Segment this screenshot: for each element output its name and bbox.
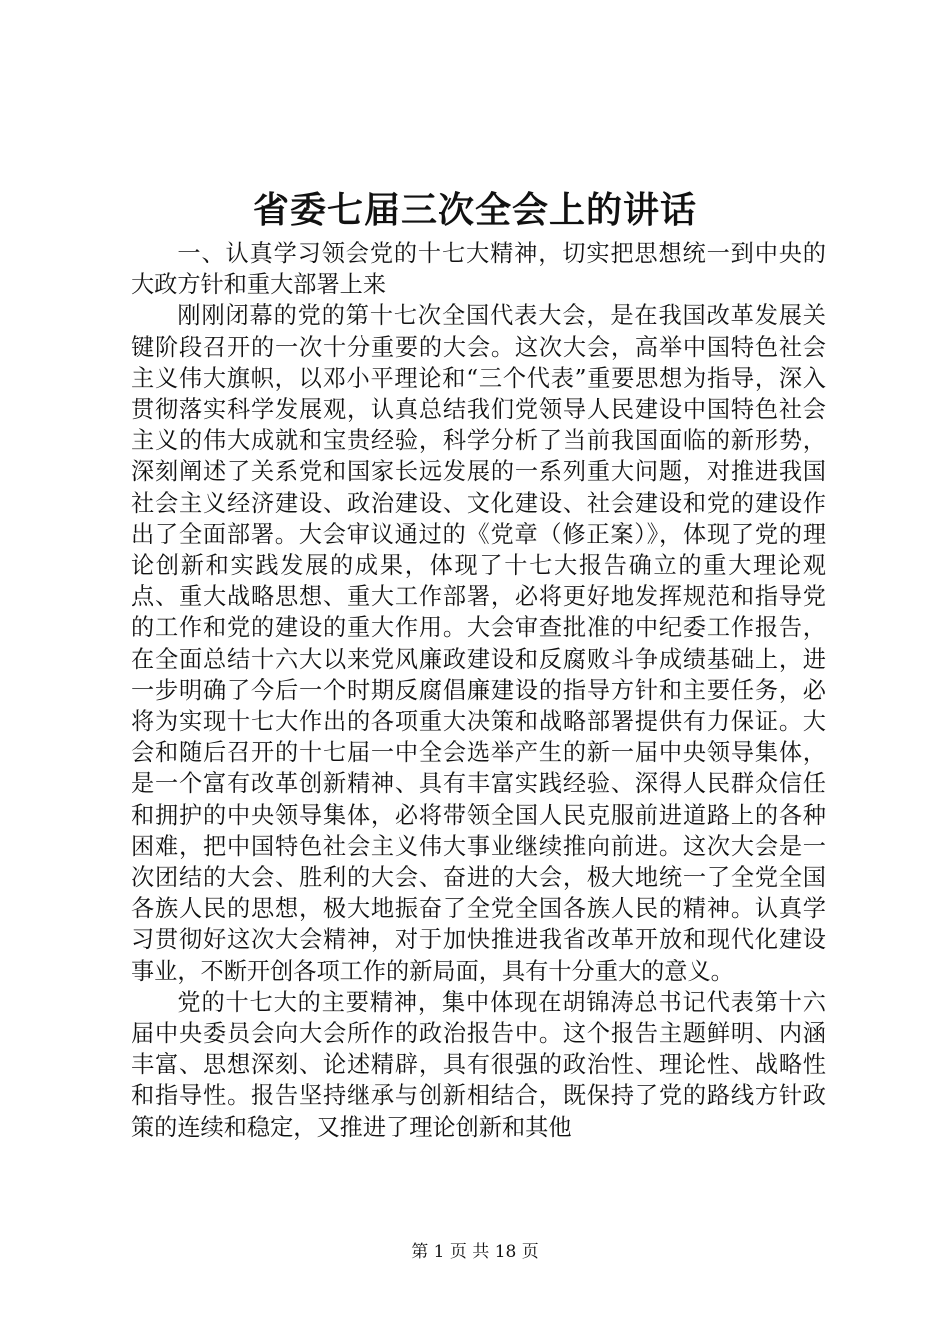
- section-heading-paragraph: 一、认真学习领会党的十七大精神，切实把思想统一到中央的大政方针和重大部署上来: [131, 240, 826, 299]
- document-body: [131, 238, 826, 1143]
- document-title: 省委七届三次全会上的讲话: [252, 189, 697, 231]
- body-paragraph: 刚刚闭幕的党的第十七次全国代表大会，是在我国改革发展关键阶段召开的一次十分重要的大会。这次大会，高举中国特色社会主义伟大旗帜，以邓小平理论和“三个代表”重要思想为指导，深入贯彻落实科学发展观，认真总结我们党领导人民建设中国特色社会主义的伟大成就和宝贵经验，科学分析了当前我国面临的新形势，深刻阐述了关系党和国家长远发展的一系列重大问题，对推进我国社会主义经济建设、政治建设、文化建设、社会建设和党的建设作出了全面部署。大会审议通过的《党章（修正案）》，体现了党的理论创新和实践发展的成果，体现了十七大报告确立的重大理论观点、重大战略思想、重大工作部署，必将更好地发挥规范和指导党的工作和党的建设的重大作用。大会审查批准的中纪委工作报告，在全面总结十六大以来党风廉政建设和反腐败斗争成绩基础上，进一步明确了今后一个时期反腐倡廉建设的指导方针和主要任务，必将为实现十七大作出的各项重大决策和战略部署提供有力保证。大会和随后召开的十七届一中全会选举产生的新一届中央领导集体，是一个富有改革创新精神、具有丰富实践经验、深得人民群众信任和拥护的中央领导集体，必将带领全国人民克服前进道路上的各种困难，把中国特色社会主义伟大事业继续推向前进。这次大会是一次团结的大会、胜利的大会、奋进的大会，极大地统一了全党全国各族人民的思想，极大地振奋了全党全国各族人民的精神。认真学习贯彻好这次大会精神，对于加快推进我省改革开放和现代化建设事业，不断开创各项工作的新局面，具有十分重大的意义。: [131, 302, 826, 985]
- body-paragraph: 党的十七大的主要精神，集中体现在胡锦涛总书记代表第十六届中央委员会向大会所作的政治报告中。这个报告主题鲜明、内涵丰富、思想深刻、论述精辟，具有很强的政治性、理论性、战略性和指导性。报告坚持继承与创新相结合，既保持了党的路线方针政策的连续和稳定，又推进了理论创新和其他: [131, 988, 826, 1141]
- page-number: 第 1 页 共 18 页: [411, 1242, 539, 1262]
